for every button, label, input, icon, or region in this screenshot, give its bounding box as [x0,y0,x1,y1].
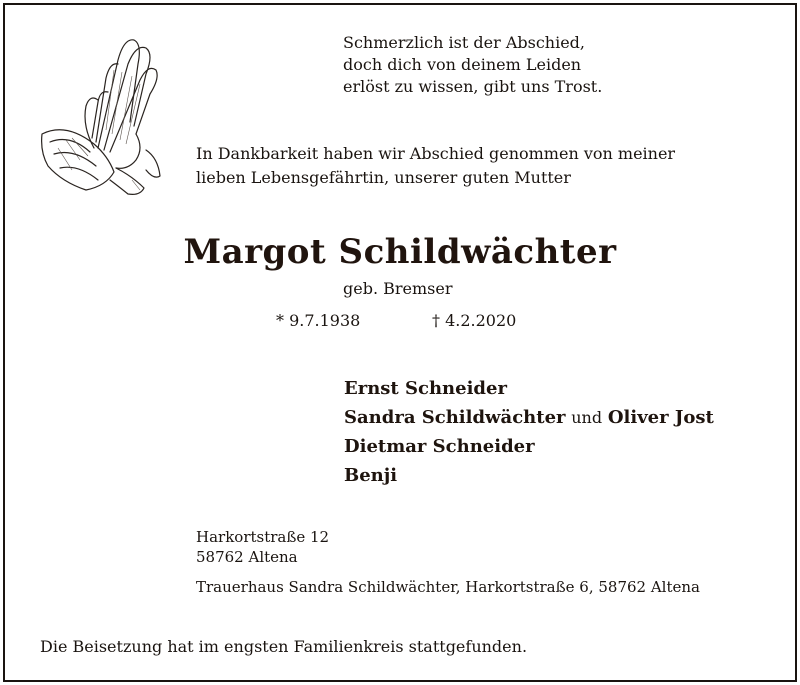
poem-verse [343,32,602,98]
poem-line-2: doch dich von deinem Leiden [343,55,582,74]
survivor-1: Ernst Schneider [344,378,507,399]
survivor-2b: Oliver Jost [607,407,714,428]
survivor-2a: Sandra Schildwächter [344,407,566,428]
burial-note: Die Beisetzung hat im engsten Familienkreis stattgefunden. [40,637,528,656]
poem-line-3: erlöst zu wissen, gibt uns Trost. [343,77,603,96]
survivors-list [344,374,714,490]
death-date: † 4.2.2020 [432,311,517,330]
address-street: Harkortstraße 12 [196,528,330,546]
intro-text [196,142,675,190]
mourning-house: Trauerhaus Sandra Schildwächter, Harkortstraße 6, 58762 Altena [196,578,700,596]
address-block [196,527,329,567]
survivor-4: Benji [344,465,398,486]
intro-line-1: In Dankbarkeit haben wir Abschied genommen von meiner [196,144,676,163]
praying-hands-icon [36,30,164,198]
address-city: 58762 Altena [196,548,298,566]
survivor-3: Dietmar Schneider [344,436,535,457]
maiden-name: geb. Bremser [343,279,453,298]
deceased-name: Margot Schildwächter [183,232,617,272]
intro-line-2: lieben Lebensgefährtin, unserer guten Mutter [196,168,571,187]
poem-line-1: Schmerzlich ist der Abschied, [343,33,586,52]
birth-date: * 9.7.1938 [276,311,361,330]
survivor-conjunction: und [571,408,603,427]
